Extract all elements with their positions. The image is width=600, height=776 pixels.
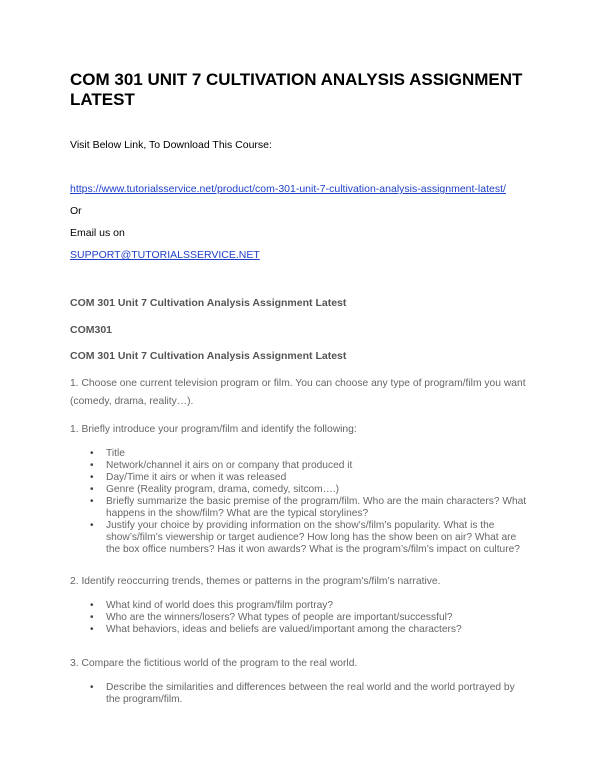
bullet-icon: •: [90, 600, 94, 611]
list-item: • Who are the winners/losers? What types of people are important/successful?: [90, 612, 453, 623]
email-link[interactable]: SUPPORT@TUTORIALSSERVICE.NET: [70, 249, 260, 261]
visit-text: Visit Below Link, To Download This Course:: [70, 139, 272, 151]
list-item: • What behaviors, ideas and beliefs are valued/important among the characters?: [90, 624, 462, 635]
heading-code: COM301: [70, 324, 113, 336]
email-text: Email us on: [70, 227, 125, 239]
bullet-icon: •: [90, 624, 94, 635]
paragraph-2: 1. Briefly introduce your program/film and identify the following:: [70, 424, 357, 435]
list-item: • Describe the similarities and differences between the real world and the world portrayed by the program/film.: [90, 682, 515, 705]
bullet-icon: •: [90, 448, 94, 459]
list-2: [70, 600, 530, 636]
list-item: • What kind of world does this program/film portray?: [90, 600, 334, 611]
bullet-icon: •: [90, 612, 94, 623]
or-text: Or: [70, 205, 82, 217]
bullet-icon: •: [90, 520, 94, 531]
heading-1: COM 301 Unit 7 Cultivation Analysis Assignment Latest: [70, 297, 347, 309]
bullet-icon: •: [90, 484, 94, 495]
list-item: • Justify your choice by providing information on the show’s/film’s popularity. What is the show’s/film’s viewership or target audience? How long has the show been on air? What are the box office numbers? Has it won awards? What is the program’s/film’s impact on culture?: [90, 520, 520, 555]
list-3: [70, 682, 530, 706]
list-item: • Network/channel it airs on or company that produced it: [90, 460, 353, 471]
paragraph-1: 1. Choose one current television program or film. You can choose any type of program/film you want (comedy, drama, reality…).: [70, 378, 526, 407]
list-item: • Title: [90, 448, 125, 459]
course-link[interactable]: https://www.tutorialsservice.net/product/com-301-unit-7-cultivation-analysis-assignment-latest/: [70, 183, 506, 195]
heading-2: COM 301 Unit 7 Cultivation Analysis Assignment Latest: [70, 350, 347, 362]
bullet-icon: •: [90, 460, 94, 471]
document-title: COM 301 UNIT 7 CULTIVATION ANALYSIS ASSIGNMENT LATEST: [70, 70, 523, 109]
paragraph-3: 2. Identify reoccurring trends, themes or patterns in the program’s/film’s narrative.: [70, 576, 441, 587]
list-item: • Genre (Reality program, drama, comedy, sitcom….): [90, 484, 340, 495]
bullet-icon: •: [90, 682, 94, 693]
bullet-icon: •: [90, 496, 94, 507]
list-item: • Briefly summarize the basic premise of the program/film. Who are the main characters? What happens in the show/film? What are the typical storylines?: [90, 496, 527, 519]
list-item: • Day/Time it airs or when it was released: [90, 472, 287, 483]
paragraph-4: 3. Compare the fictitious world of the program to the real world.: [70, 658, 358, 669]
list-1: [70, 448, 530, 556]
bullet-icon: •: [90, 472, 94, 483]
